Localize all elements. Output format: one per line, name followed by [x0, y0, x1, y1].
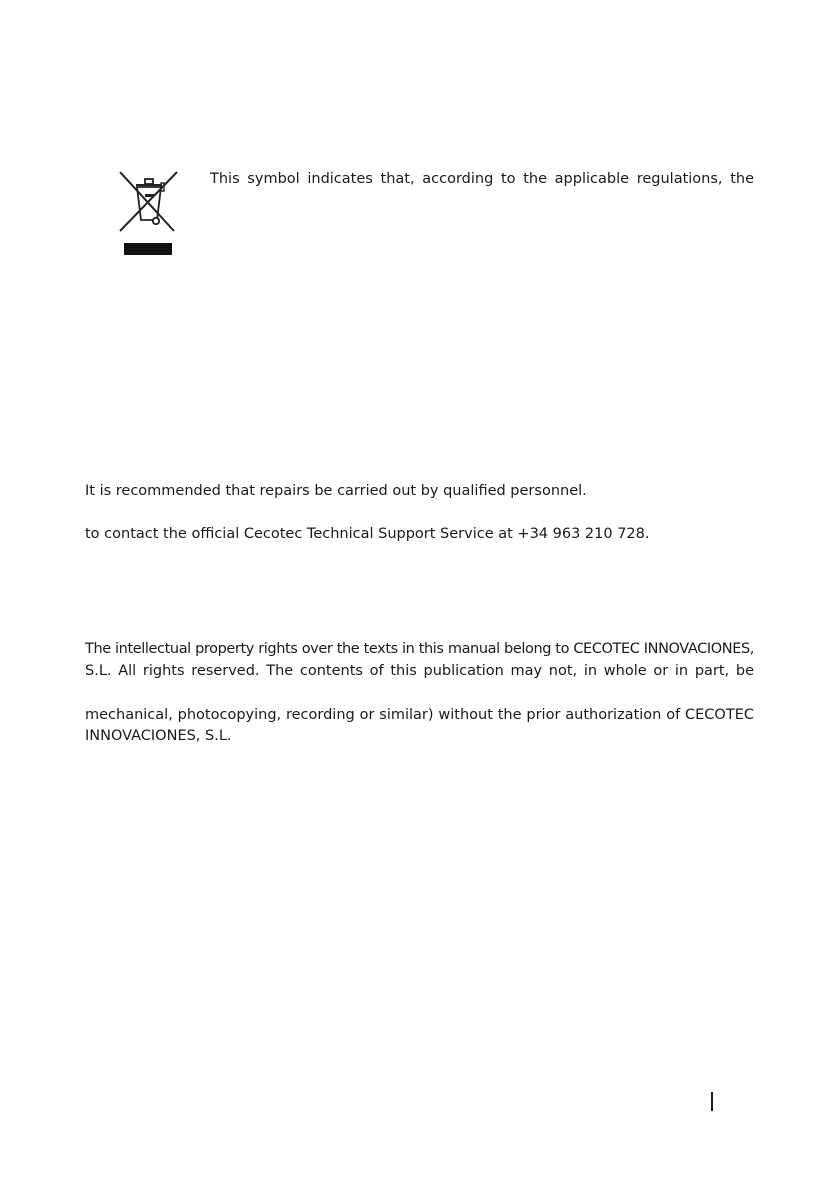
copyright-text-line-4: INNOVACIONES, S.L.: [85, 728, 232, 744]
copyright-text-line-1: The intellectual property rights over the texts in this manual belong to CECOTEC INNOVACIONES,: [85, 641, 754, 657]
recycling-text-line-1: This symbol indicates that, according to the applicable regulations, the: [210, 171, 754, 187]
crossed-out-wheelie-bin-icon: [114, 168, 184, 260]
copyright-text-line-2: S.L. All rights reserved. The contents of this publication may not, in whole or in part, be: [85, 663, 754, 679]
repairs-text-line-2: to contact the official Cecotec Technical Support Service at +34 963 210 728.: [85, 526, 650, 542]
copyright-text-line-3: mechanical, photocopying, recording or similar) without the prior authorization of CECOTEC: [85, 707, 754, 723]
repairs-text-line-1: It is recommended that repairs be carried out by qualified personnel.: [85, 483, 587, 499]
page-marker: [711, 1092, 713, 1111]
